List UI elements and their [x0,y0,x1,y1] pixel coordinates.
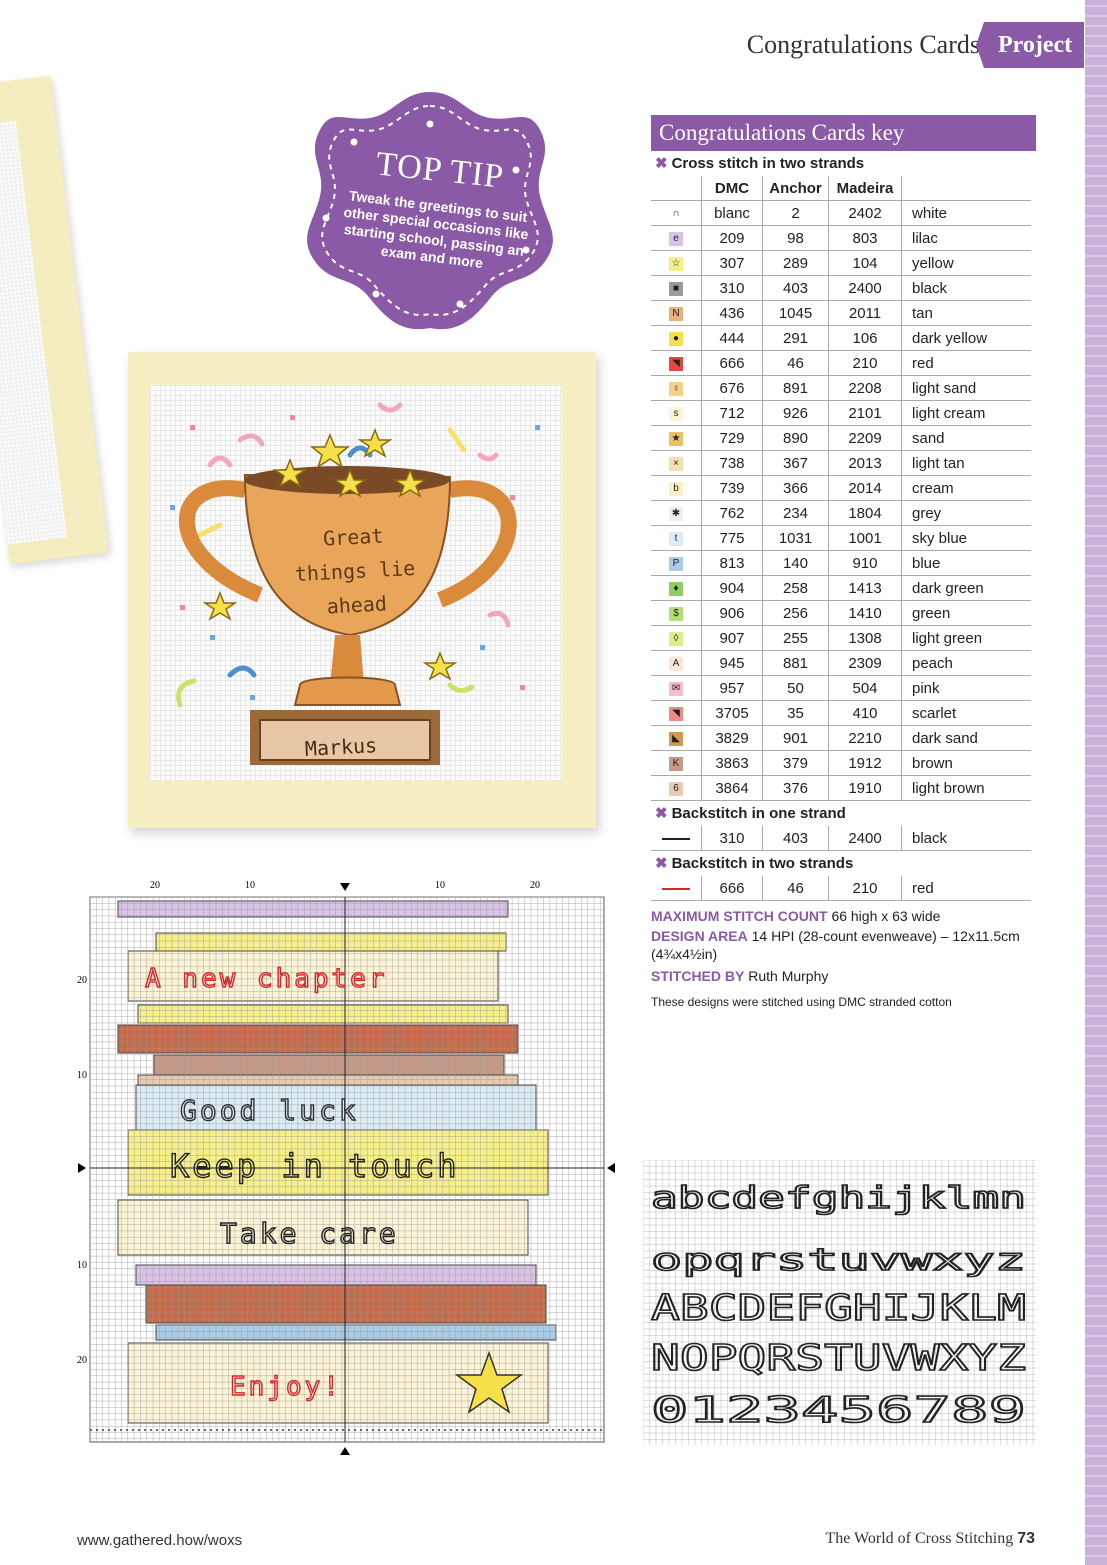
thread-symbol-icon: ∩ [669,207,683,221]
chart-text-a-new-chapter: A new chapter [145,964,388,994]
key-row: ■ 310 403 2400 black [651,276,1031,301]
chart-left-tick-label: 10 [77,1070,87,1081]
thread-symbol-icon: b [669,482,683,496]
thread-note: These designs were stitched using DMC stranded cotton [651,995,952,1009]
key-row: ✱ 762 234 1804 grey [651,501,1031,526]
stitched-by-label: STITCHED BY [651,968,745,984]
second-card-fabric [0,120,67,544]
table-row: 310 403 2400 black [651,826,1031,851]
thread-symbol-icon: 6 [669,782,683,796]
page-edge-stripe [1085,0,1107,1565]
key-row: P 813 140 910 blue [651,551,1031,576]
alphabet-digits-row: 0123456789 [651,1390,1026,1431]
thread-symbol-icon: K [669,757,683,771]
key-row: ✉ 957 50 504 pink [651,676,1031,701]
thread-symbol-icon: × [669,457,683,471]
col-madeira: Madeira [829,176,902,201]
key-row: ◣ 3829 901 2210 dark sand [651,726,1031,751]
key-row: ● 444 291 106 dark yellow [651,326,1031,351]
thread-symbol-icon: ◣ [669,732,683,746]
thread-symbol-icon: ◥ [669,357,683,371]
col-dmc: DMC [702,176,763,201]
black-line-icon [662,838,690,840]
table-row: 666 46 210 red [651,876,1031,901]
stitched-by-value: Ruth Murphy [748,968,829,984]
stitch-chart [70,875,615,1465]
header-section-tab: Project [984,22,1084,68]
thread-key [651,115,1036,1011]
centre-arrow-icon [78,1163,86,1173]
backstitch-two-table [651,876,1031,901]
thread-symbol-icon: ◥ [669,707,683,721]
trophy-line-1: Great [322,523,384,551]
design-stats [651,907,1036,1011]
design-area-value: 14 HPI (28-count evenweave) – 12x11.5cm (4¾x4½in) [651,928,1020,962]
centre-arrow-icon [607,1163,615,1173]
max-count-label: MAXIMUM STITCH COUNT [651,908,828,924]
centre-arrow-icon [340,1447,350,1455]
thread-symbol-icon: $ [669,607,683,621]
key-row: ∩ blanc 2 2402 white [651,201,1031,226]
key-row: 6 3864 376 1910 light brown [651,776,1031,801]
cross-icon: ✖ [655,855,668,872]
thread-symbol-icon: ★ [669,432,683,446]
key-section-backstitch-two: ✖ Backstitch in two strands [655,855,854,872]
key-section-cross: ✖ Cross stitch in two strands [655,155,865,172]
trophy-engraving [287,517,422,626]
chart-text-take-care: Take care [220,1217,399,1250]
page-number: 73 [1017,1530,1035,1547]
key-section-backstitch-one: ✖ Backstitch in one strand [655,805,846,822]
key-row: A 945 881 2309 peach [651,651,1031,676]
chart-top-tick-label: 10 [435,880,445,891]
key-header-row [651,176,1031,201]
cross-icon: ✖ [655,805,668,822]
thread-symbol-icon: ♀ [669,382,683,396]
chart-left-tick-label: 20 [77,1355,87,1366]
thread-symbol-icon: N [669,307,683,321]
key-row: N 436 1045 2011 tan [651,301,1031,326]
key-row: t 775 1031 1001 sky blue [651,526,1031,551]
chart-top-tick-label: 20 [150,880,160,891]
thread-symbol-icon: ☆ [669,257,683,271]
thread-symbol-icon: A [669,657,683,671]
red-line-icon [662,888,690,890]
chart-left-tick-label: 10 [77,1260,87,1271]
chart-book-block [146,1285,546,1323]
key-row: ☆ 307 289 104 yellow [651,251,1031,276]
thread-symbol-icon: e [669,232,683,246]
thread-symbol-icon: ♦ [669,582,683,596]
key-row: K 3863 379 1912 brown [651,751,1031,776]
key-row: ♦ 904 258 1413 dark green [651,576,1031,601]
thread-symbol-icon: s [669,407,683,421]
key-row: × 738 367 2013 light tan [651,451,1031,476]
key-table [651,176,1031,801]
key-title: Congratulations Cards key [651,115,1036,151]
second-card-photo [0,76,109,565]
key-row: s 712 926 2101 light cream [651,401,1031,426]
trophy-plaque-name: Markus [304,733,378,761]
thread-symbol-icon: ✉ [669,682,683,696]
thread-symbol-icon: ■ [669,282,683,296]
backstitch-alphabet-chart [643,1160,1036,1445]
chart-book-block [154,1055,504,1077]
key-row: e 209 98 803 lilac [651,226,1031,251]
key-row: ◊ 907 255 1308 light green [651,626,1031,651]
cross-icon: ✖ [655,155,668,172]
alphabet-lowercase-row-2: opqrstuvwxyz [651,1243,1026,1278]
centre-arrow-icon [340,883,350,891]
thread-symbol-icon: ✱ [669,507,683,521]
thread-symbol-icon: t [669,532,683,546]
trophy-line-3: ahead [326,591,388,619]
thread-symbol-icon: P [669,557,683,571]
key-row: ◥ 3705 35 410 scarlet [651,701,1031,726]
chart-text-keep-in-touch: Keep in touch [170,1147,460,1185]
max-count-value: 66 high x 63 wide [831,908,941,924]
chart-text-enjoy: Enjoy! [230,1372,342,1402]
trophy-line-2: things lie [294,555,416,587]
chart-left-tick-label: 20 [77,975,87,986]
key-row: $ 906 256 1410 green [651,601,1031,626]
footer-magazine: The World of Cross Stitching 73 [825,1530,1035,1547]
chart-book-block [156,933,506,951]
chart-top-tick-label: 20 [530,880,540,891]
thread-symbol-icon: ◊ [669,632,683,646]
backstitch-one-table [651,826,1031,851]
key-row: ♀ 676 891 2208 light sand [651,376,1031,401]
col-anchor: Anchor [763,176,829,201]
alphabet-uppercase-row-2: NOPQRSTUVWXYZ [651,1338,1026,1379]
chart-text-good-luck: Good luck [180,1094,359,1127]
thread-symbol-icon: ● [669,332,683,346]
key-row: b 739 366 2014 cream [651,476,1031,501]
key-row: ★ 729 890 2209 sand [651,426,1031,451]
chart-top-tick-label: 10 [245,880,255,891]
design-area-label: DESIGN AREA [651,928,748,944]
alphabet-uppercase-row-1: ABCDEFGHIJKLM [651,1288,1026,1329]
header-title: Congratulations Cards [746,30,980,59]
key-row: ◥ 666 46 210 red [651,351,1031,376]
footer-url: www.gathered.how/woxs [77,1532,243,1549]
top-tip-title: TOP TIP [374,145,506,196]
top-tip-text: Tweak the greetings to suit other special occasions like starting school, passing an exam and more [342,187,530,272]
alphabet-lowercase-row-1: abcdefghijklmn [651,1181,1026,1216]
